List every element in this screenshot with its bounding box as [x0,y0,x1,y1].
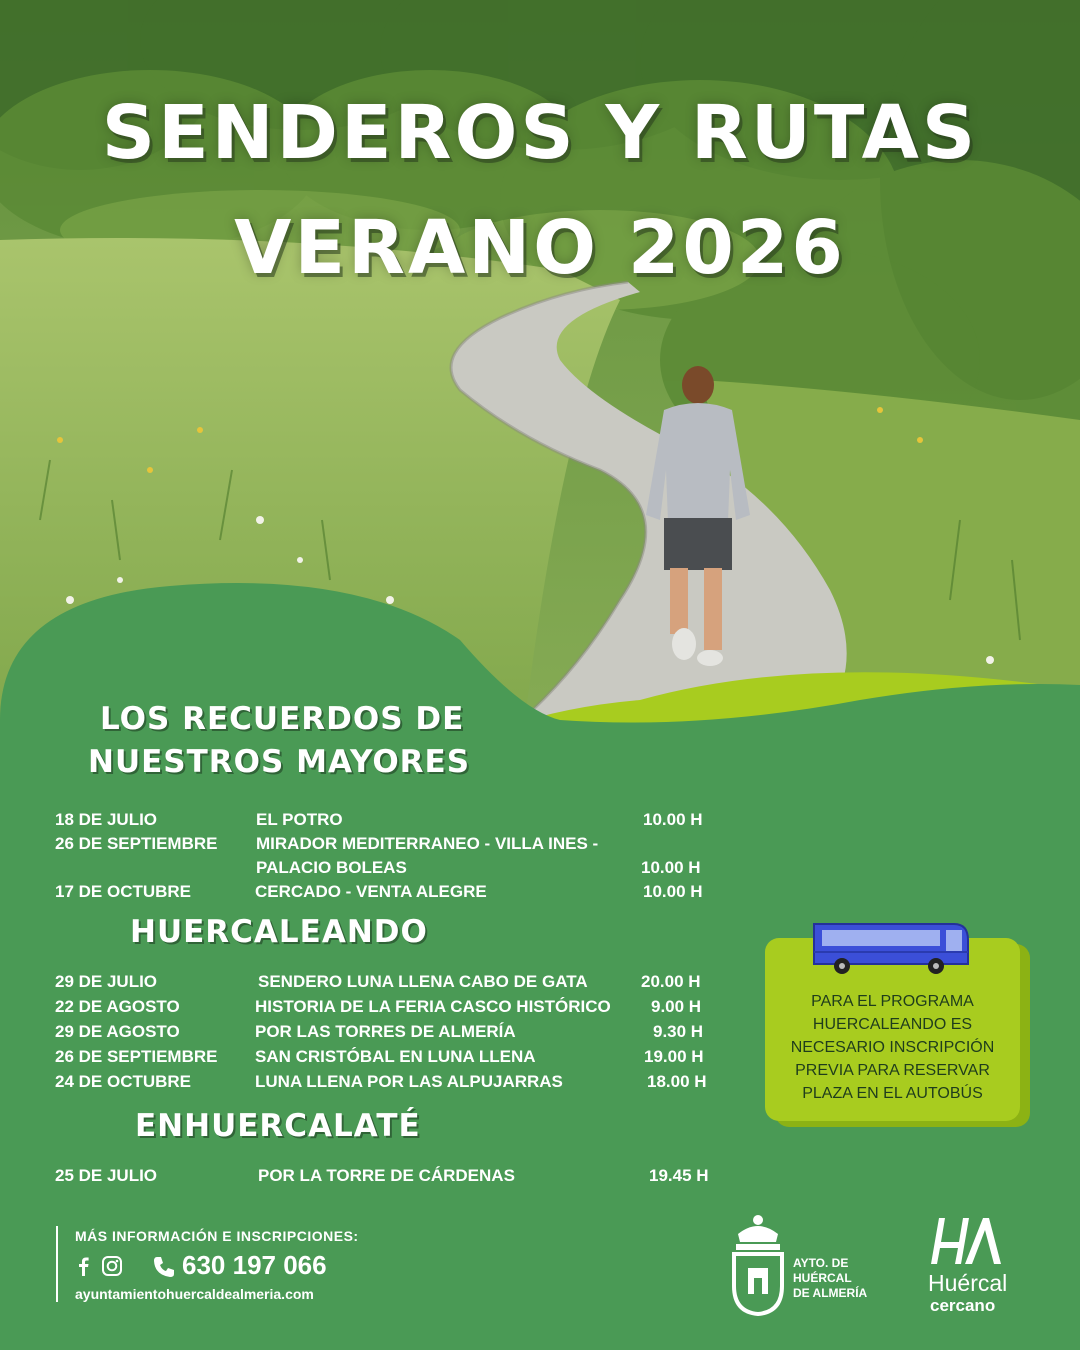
row-place: LUNA LLENA POR LAS ALPUJARRAS [255,1072,563,1091]
schedule-row [0,834,760,858]
row-place: PALACIO BOLEAS [256,858,407,877]
bus-icon [808,920,974,978]
row-time: 19.45 H [649,1166,709,1185]
section-title-enhuercalate: ENHUERCALATÉ [135,1108,421,1144]
row-date: 29 DE AGOSTO [55,1022,180,1041]
footer-divider [56,1226,58,1302]
schedule-row [0,1072,760,1096]
info-line: NECESARIO INSCRIPCIÓN [790,1039,995,1056]
row-time: 10.00 H [641,858,701,877]
schedule-row [0,882,760,906]
page-title-line-2: VERANO 2026 [234,205,846,291]
row-time: 9.30 H [653,1022,704,1041]
row-time: 19.00 H [644,1047,704,1066]
website-link[interactable]: ayuntamientohuercaldealmeria.com [75,1286,314,1302]
info-line: PLAZA EN EL AUTOBÚS [802,1085,983,1102]
brand-sub: cercano [930,1296,996,1315]
row-date: 24 DE OCTUBRE [55,1072,192,1091]
instagram-icon[interactable] [101,1255,123,1277]
ayto-line: AYTO. DE [793,1256,849,1270]
section-title-recuerdos [88,698,471,784]
footer-info-label: MÁS INFORMACIÓN E INSCRIPCIONES: [75,1228,359,1244]
row-time: 9.00 H [651,997,702,1016]
row-date: 22 DE AGOSTO [55,997,180,1016]
schedule-row [0,858,760,882]
row-place: EL POTRO [256,810,343,829]
ayto-crest-logo [728,1212,788,1316]
phone-icon [152,1255,176,1279]
schedule-row [0,810,760,834]
row-place: SAN CRISTÓBAL EN LUNA LLENA [255,1047,536,1066]
section-title-huercaleando: HUERCALEANDO [130,914,428,950]
schedule-row [0,997,760,1021]
row-date: 25 DE JULIO [55,1166,158,1185]
huercal-cercano-logo-mark [925,1212,1005,1270]
schedule-row [0,1022,760,1046]
row-place: CERCADO - VENTA ALEGRE [255,882,487,901]
row-place: POR LAS TORRES DE ALMERÍA [255,1022,516,1041]
row-place: POR LA TORRE DE CÁRDENAS [258,1166,515,1185]
page-title-line-1: SENDEROS Y RUTAS [101,90,979,176]
row-date: 26 DE SEPTIEMBRE [55,1047,218,1066]
bus-info-text [765,990,1020,1105]
info-line: HUERCALEANDO ES [812,1016,973,1033]
row-place: HISTORIA DE LA FERIA CASCO HISTÓRICO [255,997,611,1016]
brand-name: Huércal [928,1270,1008,1296]
facebook-icon[interactable] [74,1255,92,1277]
info-line: PREVIA PARA RESERVAR [795,1062,990,1079]
row-place: SENDERO LUNA LLENA CABO DE GATA [258,972,588,991]
section-title-line: LOS RECUERDOS DE [100,701,465,737]
schedule-row [0,1166,760,1190]
row-time: 20.00 H [641,972,701,991]
row-date: 17 DE OCTUBRE [55,882,192,901]
row-place: MIRADOR MEDITERRANEO - VILLA INES - [256,834,599,853]
section-title-line: NUESTROS MAYORES [88,744,471,780]
ayto-logo-text [793,1256,867,1301]
row-time: 10.00 H [643,810,703,829]
schedule-row [0,972,760,996]
row-date: 29 DE JULIO [55,972,158,991]
schedule-row [0,1047,760,1071]
phone-number[interactable]: 630 197 066 [182,1250,327,1280]
row-time: 18.00 H [647,1072,707,1091]
row-date: 18 DE JULIO [55,810,158,829]
row-time: 10.00 H [643,882,703,901]
ayto-line: DE ALMERÍA [793,1286,868,1300]
row-date: 26 DE SEPTIEMBRE [55,834,218,853]
info-line: PARA EL PROGRAMA [811,993,974,1010]
ayto-line: HUÉRCAL [793,1271,852,1285]
